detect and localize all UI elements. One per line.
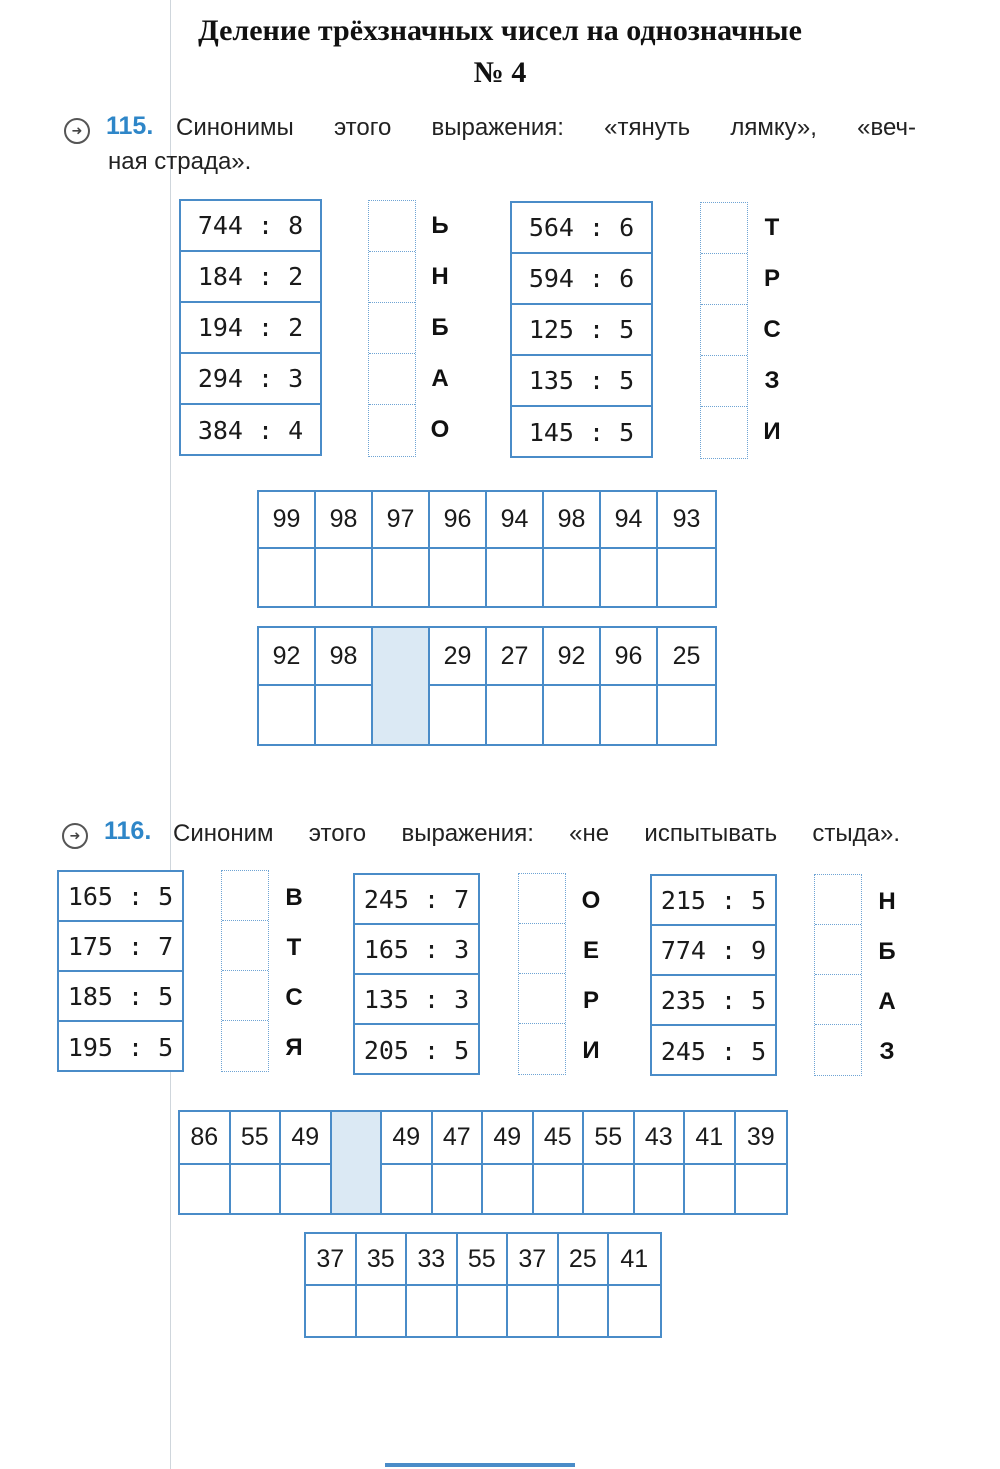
grid-letter-box[interactable] <box>736 1165 787 1213</box>
division-expression: 195 : 5 <box>67 1032 174 1062</box>
grid-letter-box[interactable] <box>544 549 599 606</box>
grid-letter-box[interactable] <box>259 549 314 606</box>
grid-column <box>736 1112 787 1213</box>
grid-letter-box[interactable] <box>259 686 314 744</box>
answer-box[interactable] <box>369 201 415 252</box>
cipher-letter: И <box>582 1037 600 1064</box>
answer-grid <box>257 626 717 746</box>
answer-box[interactable] <box>815 1025 861 1075</box>
grid-letter-box[interactable] <box>609 1286 660 1336</box>
answer-box[interactable] <box>701 407 747 458</box>
grid-letter-box[interactable] <box>658 686 715 744</box>
cipher-letter: О <box>430 415 450 443</box>
grid-number: 29 <box>430 628 485 686</box>
answer-box[interactable] <box>701 254 747 305</box>
grid-letter-box[interactable] <box>635 1165 684 1213</box>
cipher-letter: Р <box>582 987 599 1014</box>
grid-letter-box[interactable] <box>601 549 656 606</box>
grid-column <box>544 628 601 744</box>
answer-box[interactable] <box>701 203 747 254</box>
cipher-letter: О <box>581 887 601 914</box>
grid-letter-box[interactable] <box>382 1165 431 1213</box>
grid-letter-box <box>332 1165 381 1213</box>
grid-number: 98 <box>544 492 599 549</box>
answer-box[interactable] <box>222 871 268 921</box>
grid-column <box>584 1112 635 1213</box>
division-expression: 185 : 5 <box>59 972 182 1022</box>
grid-number: 37 <box>306 1234 355 1286</box>
grid-letter-box[interactable] <box>584 1165 633 1213</box>
grid-number: 97 <box>373 492 428 549</box>
letter-column <box>752 202 792 457</box>
grid-letter-box[interactable] <box>357 1286 406 1336</box>
page-margin-line <box>170 0 171 1469</box>
answer-grid <box>304 1232 662 1338</box>
division-expression: 194 : 2 <box>181 303 320 354</box>
grid-letter-box[interactable] <box>487 549 542 606</box>
grid-number: 25 <box>658 628 715 686</box>
answer-grid <box>257 490 717 608</box>
division-expression: 184 : 2 <box>181 252 320 303</box>
division-expression: 165 : 3 <box>355 925 478 975</box>
grid-number: 39 <box>736 1112 787 1165</box>
cipher-letter: С <box>285 984 303 1011</box>
bottom-decoration-bar <box>385 1463 575 1467</box>
grid-column <box>483 1112 534 1213</box>
division-expression: 594 : 6 <box>512 254 651 305</box>
grid-number: 37 <box>508 1234 557 1286</box>
division-expression: 245 : 5 <box>660 1036 767 1066</box>
answer-column <box>368 200 416 457</box>
division-expression: 175 : 7 <box>59 922 182 972</box>
grid-number: 33 <box>407 1234 456 1286</box>
grid-number: 45 <box>534 1112 583 1165</box>
grid-number: 98 <box>316 492 371 549</box>
division-expression: 205 : 5 <box>363 1035 470 1065</box>
grid-column <box>534 1112 585 1213</box>
grid-letter-box[interactable] <box>281 1165 330 1213</box>
grid-letter-box[interactable] <box>508 1286 557 1336</box>
grid-number: 25 <box>559 1234 608 1286</box>
grid-column <box>373 492 430 606</box>
grid-letter-box[interactable] <box>544 686 599 744</box>
grid-number: 35 <box>357 1234 406 1286</box>
grid-column <box>281 1112 332 1213</box>
cipher-letter: З <box>879 1038 895 1065</box>
grid-column <box>685 1112 736 1213</box>
grid-letter-box[interactable] <box>306 1286 355 1336</box>
letter-column <box>274 873 314 1073</box>
division-expression: 564 : 6 <box>512 203 651 254</box>
cipher-letter: Р <box>763 264 780 292</box>
cipher-letter: Б <box>878 938 896 965</box>
answer-box[interactable] <box>369 405 415 456</box>
grid-number: 92 <box>259 628 314 686</box>
grid-number: 92 <box>544 628 599 686</box>
grid-column <box>180 1112 231 1213</box>
grid-letter-box[interactable] <box>316 686 371 744</box>
answer-box[interactable] <box>222 1021 268 1071</box>
cipher-letter: Н <box>878 888 896 915</box>
cipher-letter: Т <box>764 213 780 241</box>
grid-column <box>544 492 601 606</box>
task-115-text-line2: ная страда». <box>108 148 252 175</box>
cipher-letter: Е <box>582 937 599 964</box>
expression-column <box>353 873 480 1075</box>
grid-letter-box[interactable] <box>559 1286 608 1336</box>
grid-number: 96 <box>601 628 656 686</box>
grid-number <box>373 628 428 686</box>
division-expression: 165 : 5 <box>59 872 182 922</box>
answer-box[interactable] <box>519 974 565 1024</box>
cipher-letter: Я <box>285 1034 303 1061</box>
grid-letter-box[interactable] <box>231 1165 280 1213</box>
division-expression: 245 : 7 <box>355 875 478 925</box>
answer-box[interactable] <box>369 303 415 354</box>
grid-letter-box[interactable] <box>433 1165 482 1213</box>
cipher-letter: А <box>878 988 896 1015</box>
grid-letter-box[interactable] <box>487 686 542 744</box>
cipher-letter: А <box>431 364 449 392</box>
grid-letter-box[interactable] <box>407 1286 456 1336</box>
grid-letter-box[interactable] <box>373 549 428 606</box>
grid-letter-box <box>373 686 428 744</box>
answer-grid <box>178 1110 788 1215</box>
grid-number: 41 <box>609 1234 660 1286</box>
letter-column <box>867 877 907 1077</box>
division-expression: 384 : 4 <box>197 416 304 445</box>
task-116-number: 116. <box>104 817 152 845</box>
answer-column <box>221 870 269 1072</box>
cipher-letter: Т <box>286 934 302 961</box>
grid-column <box>658 492 715 606</box>
cipher-letter: В <box>285 884 303 911</box>
answer-box[interactable] <box>222 971 268 1021</box>
task-115-number: 115. <box>106 112 154 140</box>
grid-number: 94 <box>601 492 656 549</box>
answer-box[interactable] <box>519 924 565 974</box>
division-expression: 125 : 5 <box>512 305 651 356</box>
answer-box[interactable] <box>222 921 268 971</box>
answer-box[interactable] <box>369 354 415 405</box>
answer-column <box>814 874 862 1076</box>
answer-column <box>700 202 748 459</box>
grid-number: 27 <box>487 628 542 686</box>
grid-column <box>259 628 316 744</box>
grid-column <box>458 1234 509 1336</box>
division-expression: 774 : 9 <box>652 926 775 976</box>
cipher-letter: Н <box>431 262 449 290</box>
grid-letter-box[interactable] <box>316 549 371 606</box>
grid-column <box>316 492 373 606</box>
grid-column <box>430 628 487 744</box>
grid-number <box>332 1112 381 1165</box>
cipher-letter: Б <box>431 313 449 341</box>
grid-number: 55 <box>458 1234 507 1286</box>
grid-column <box>508 1234 559 1336</box>
grid-number: 47 <box>433 1112 482 1165</box>
word-space-cell <box>332 1112 383 1213</box>
letter-column <box>420 200 460 455</box>
arrow-right-circle-icon: ➜ <box>62 823 88 849</box>
grid-column <box>382 1112 433 1213</box>
page-subtitle-number: № 4 <box>473 56 527 89</box>
grid-column <box>635 1112 686 1213</box>
grid-column <box>316 628 373 744</box>
answer-box[interactable] <box>519 1024 565 1074</box>
grid-letter-box[interactable] <box>430 549 485 606</box>
answer-box[interactable] <box>815 875 861 925</box>
word-space-cell <box>373 628 430 744</box>
answer-box[interactable] <box>701 305 747 356</box>
cipher-letter: Ь <box>431 211 449 239</box>
task-115-text-line1: Синонимы этого выражения: «тянуть лямку», «веч- <box>176 114 916 141</box>
grid-number: 49 <box>382 1112 431 1165</box>
task-116-text-line1: Синоним этого выражения: «не испытывать стыда». <box>173 820 900 847</box>
grid-number: 55 <box>231 1112 280 1165</box>
page-title: Деление трёхзначных чисел на однозначные <box>198 14 802 47</box>
answer-box[interactable] <box>815 975 861 1025</box>
expression-column <box>650 874 777 1076</box>
grid-letter-box[interactable] <box>430 686 485 744</box>
grid-number: 94 <box>487 492 542 549</box>
division-expression: 135 : 5 <box>512 356 651 407</box>
answer-box[interactable] <box>519 874 565 924</box>
answer-box[interactable] <box>701 356 747 407</box>
grid-number: 93 <box>658 492 715 549</box>
grid-column <box>306 1234 357 1336</box>
grid-number: 55 <box>584 1112 633 1165</box>
grid-column <box>559 1234 610 1336</box>
grid-column <box>430 492 487 606</box>
grid-column <box>487 628 544 744</box>
cipher-letter: С <box>763 315 781 343</box>
grid-letter-box[interactable] <box>601 686 656 744</box>
grid-number: 41 <box>685 1112 734 1165</box>
grid-letter-box[interactable] <box>180 1165 229 1213</box>
cipher-letter: И <box>763 417 781 445</box>
arrow-right-circle-icon: ➜ <box>64 118 90 144</box>
grid-number: 96 <box>430 492 485 549</box>
division-expression: 744 : 8 <box>181 201 320 252</box>
division-expression: 215 : 5 <box>652 876 775 926</box>
grid-column <box>487 492 544 606</box>
grid-column <box>609 1234 660 1336</box>
grid-column <box>658 628 715 744</box>
grid-column <box>357 1234 408 1336</box>
grid-column <box>259 492 316 606</box>
grid-letter-box[interactable] <box>534 1165 583 1213</box>
grid-column <box>601 628 658 744</box>
division-expression: 145 : 5 <box>528 418 635 447</box>
division-expression: 294 : 3 <box>181 354 320 405</box>
grid-number: 49 <box>483 1112 532 1165</box>
answer-column <box>518 873 566 1075</box>
grid-letter-box[interactable] <box>483 1165 532 1213</box>
division-expression: 135 : 3 <box>355 975 478 1025</box>
grid-number: 49 <box>281 1112 330 1165</box>
grid-letter-box[interactable] <box>658 549 715 606</box>
answer-box[interactable] <box>815 925 861 975</box>
grid-number: 43 <box>635 1112 684 1165</box>
expression-column <box>179 199 322 456</box>
grid-number: 86 <box>180 1112 229 1165</box>
grid-letter-box[interactable] <box>458 1286 507 1336</box>
grid-number: 98 <box>316 628 371 686</box>
grid-column <box>601 492 658 606</box>
grid-letter-box[interactable] <box>685 1165 734 1213</box>
grid-column <box>231 1112 282 1213</box>
expression-column <box>510 201 653 458</box>
division-expression: 235 : 5 <box>652 976 775 1026</box>
expression-column <box>57 870 184 1072</box>
grid-column <box>433 1112 484 1213</box>
grid-column <box>407 1234 458 1336</box>
grid-number: 99 <box>259 492 314 549</box>
cipher-letter: З <box>764 366 780 394</box>
answer-box[interactable] <box>369 252 415 303</box>
letter-column <box>571 876 611 1076</box>
